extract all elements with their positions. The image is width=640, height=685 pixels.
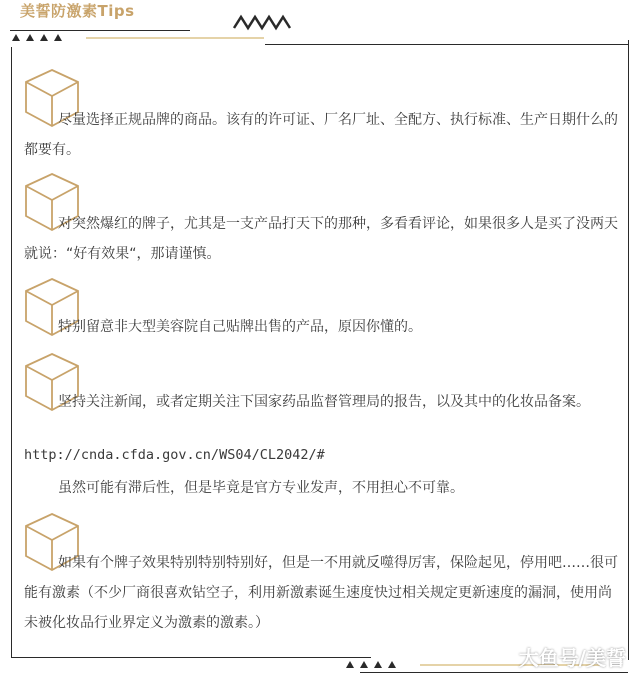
- top-black-rule: [10, 30, 190, 31]
- note-text: 虽然可能有滞后性，但是毕竟是官方专业发声，不用担心不可靠。: [58, 480, 464, 496]
- tip-text: 如果有个牌子效果特别特别特别好，但是一不用就反噬得厉害，保险起见，停用吧……很可能有激素（不少厂商很喜欢钻空子，利用新激素诞生速度快过相关规定更新速度的漏洞，使用尚未被化妆品行业界定义为激素的激素。）: [24, 555, 618, 631]
- tip-text: 特别留意非大型美容院自己贴牌出售的产品，原因你懂的。: [58, 319, 422, 335]
- page-title: 美誓防激素Tips: [20, 2, 135, 20]
- watermark: 大鱼号/美誓: [518, 646, 626, 670]
- bottom-right-black-rule: [360, 672, 628, 673]
- top-right-black-rule: [265, 44, 629, 45]
- tip-text: 尽量选择正规品牌的商品。该有的许可证、厂名厂址、全配方、执行标准、生产日期什么的都要有。: [24, 112, 618, 158]
- tip-text: 坚持关注新闻，或者定期关注下国家药品监督管理局的报告，以及其中的化妆品备案。: [58, 394, 590, 410]
- frame-right-line: [628, 40, 629, 660]
- cfda-link[interactable]: http://cnda.cfda.gov.cn/WS04/CL2042/#: [24, 447, 325, 463]
- tip-text: 对突然爆红的牌子，尤其是一支产品打天下的那种，多看看评论，如果很多人是买了没两天就说：“好有效果“，那请谨慎。: [24, 216, 618, 262]
- frame-left-line: [11, 47, 12, 657]
- bottom-left-black-rule: [11, 657, 371, 658]
- zigzag-decoration-top: [232, 12, 296, 32]
- triangle-row-decoration-bottom: [344, 659, 404, 669]
- triangle-row-decoration-top: [10, 32, 70, 42]
- top-gold-rule: [86, 37, 264, 39]
